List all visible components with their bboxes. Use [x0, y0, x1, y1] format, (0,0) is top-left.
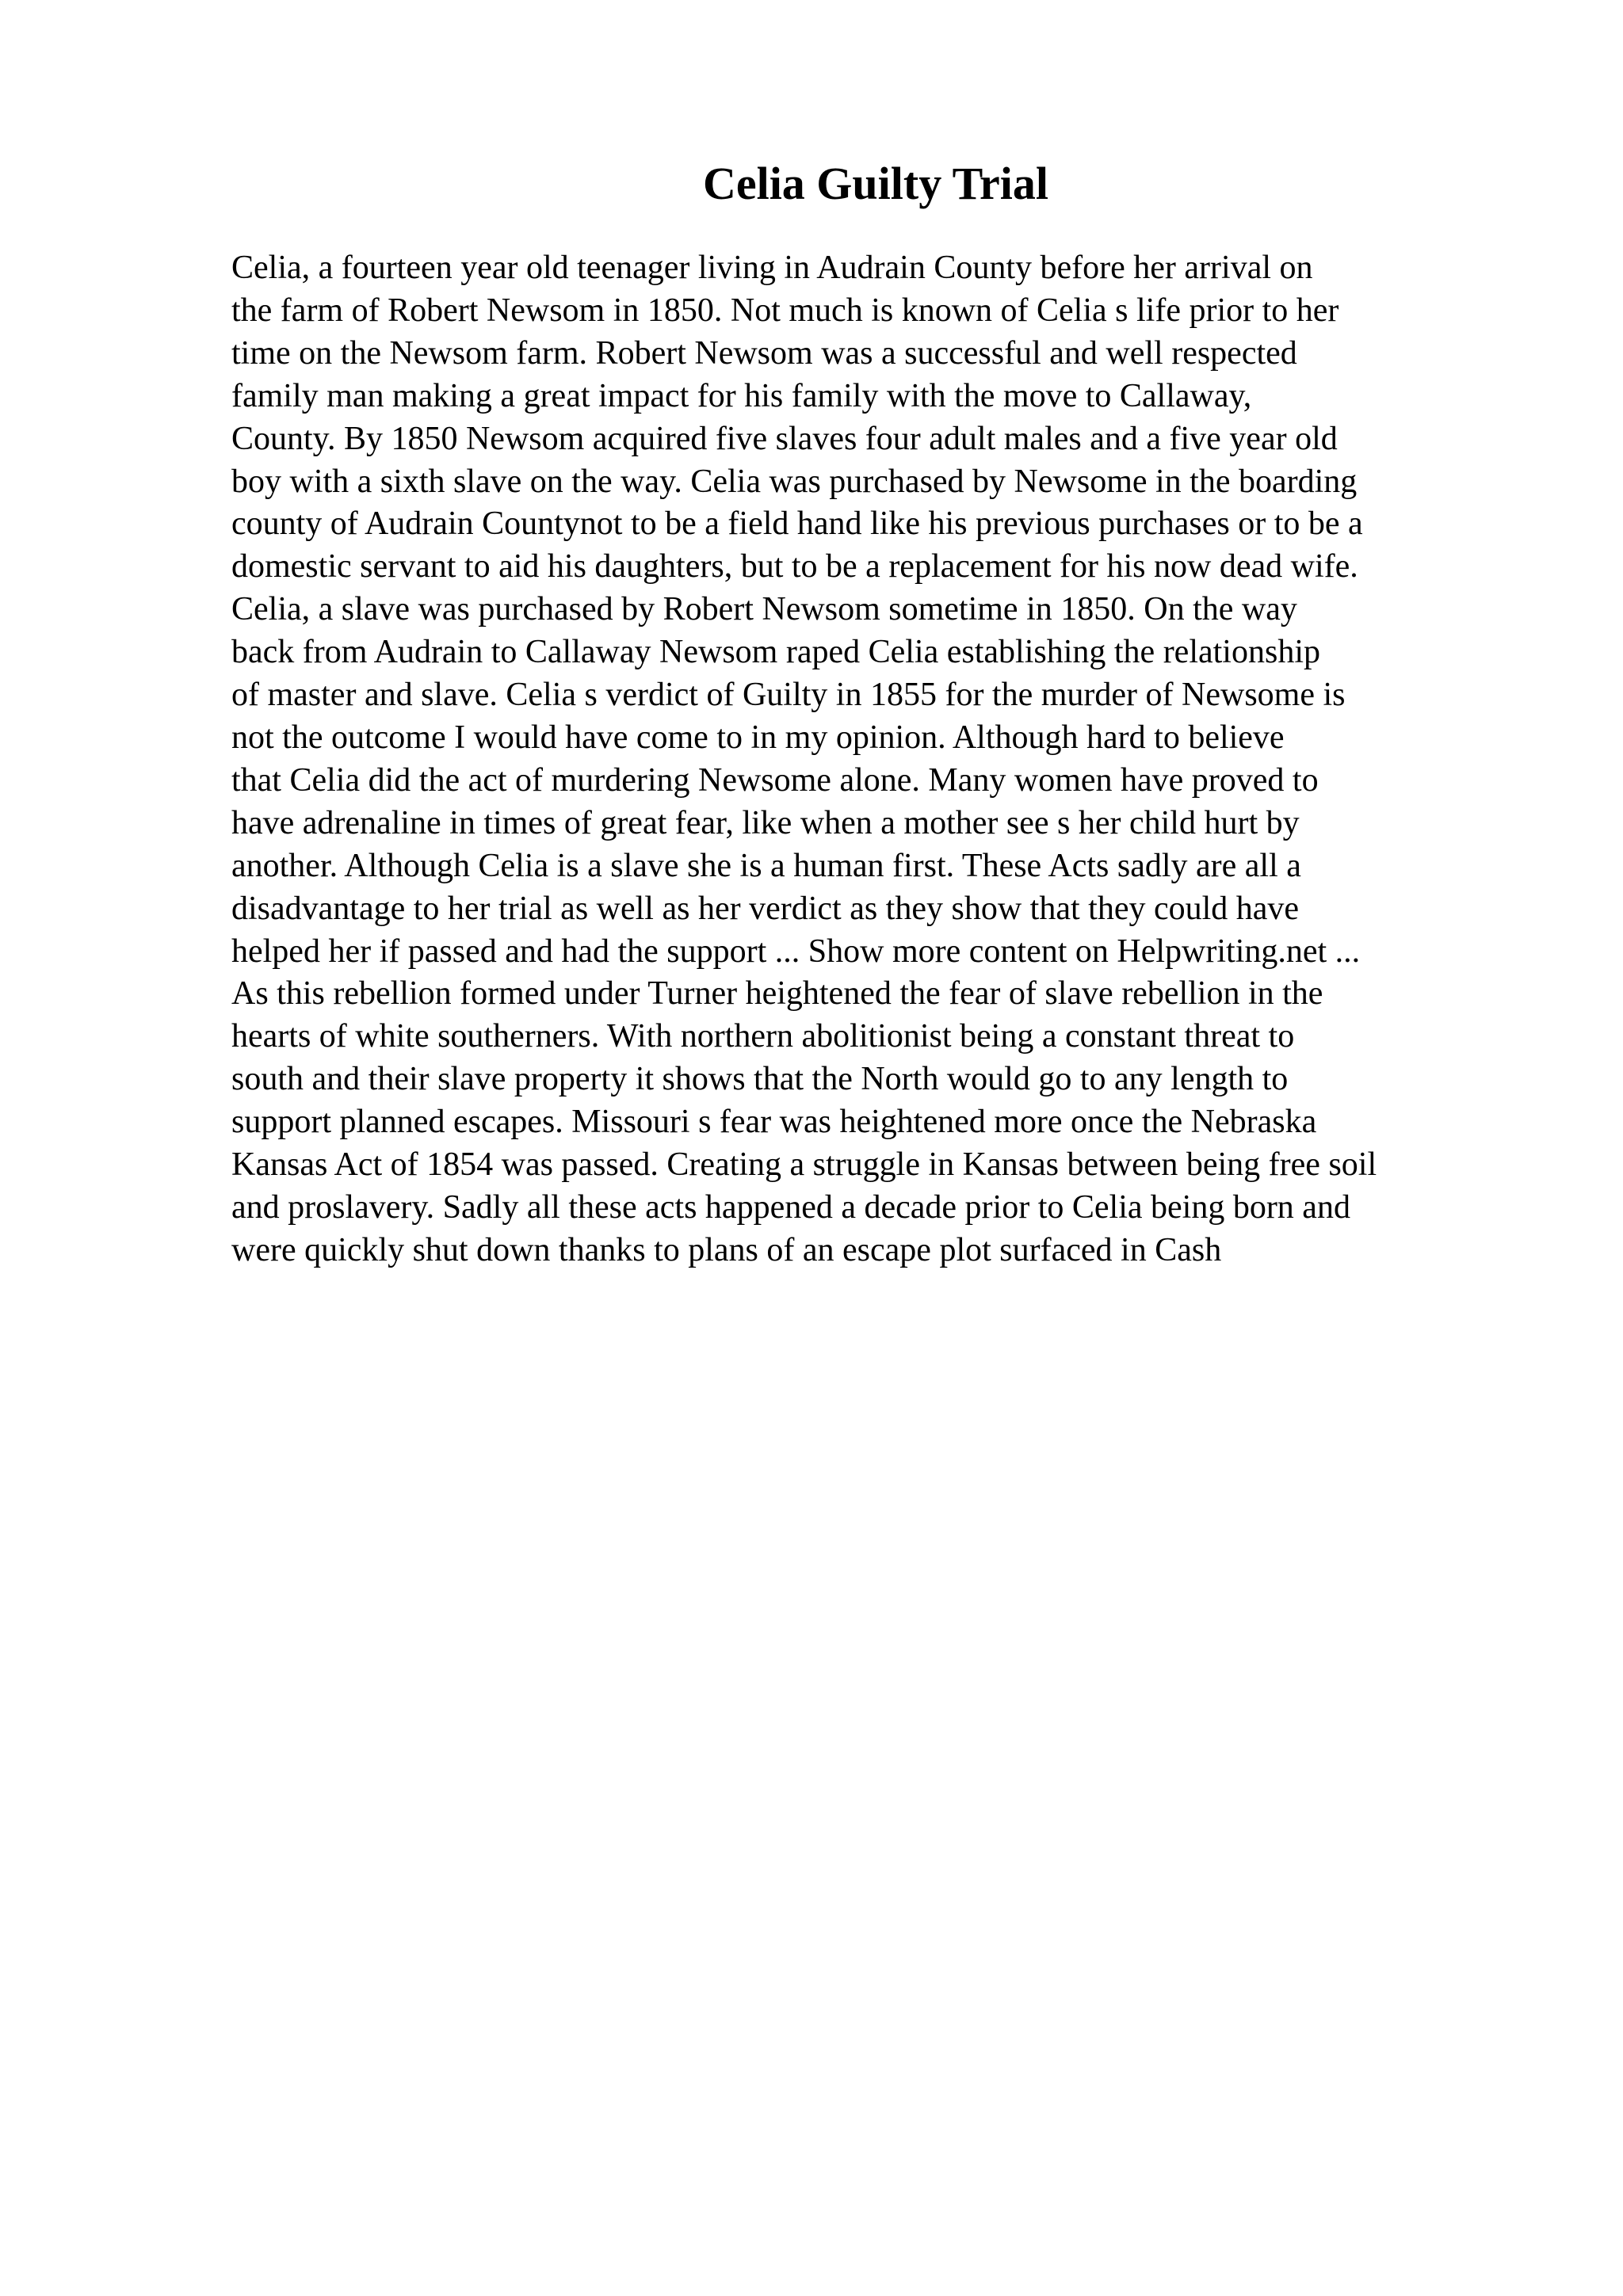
body-line: support planned escapes. Missouri s fear was heightened more once the Nebraska [231, 1104, 1317, 1141]
body-line: domestic servant to aid his daughters, but to be a replacement for his now dead wife. [231, 548, 1358, 585]
body-line: time on the Newsom farm. Robert Newsom was a successful and well respected [231, 334, 1297, 372]
body-line: and proslavery. Sadly all these acts happened a decade prior to Celia being born and [231, 1188, 1350, 1226]
body-line: south and their slave property it shows that the North would go to any length to [231, 1061, 1289, 1098]
page-title: Celia Guilty Trial [702, 158, 1049, 209]
body-line: boy with a sixth slave on the way. Celia was purchased by Newsome in the boarding [231, 463, 1358, 500]
body-line: county of Audrain Countynot to be a field hand like his previous purchases or to be a [231, 505, 1363, 543]
body-line: As this rebellion formed under Turner heightened the fear of slave rebellion in the [231, 975, 1323, 1013]
body-text [231, 247, 1539, 1272]
body-line: disadvantage to her trial as well as her verdict as they show that they could have [231, 890, 1300, 927]
body-line: County. By 1850 Newsom acquired five slaves four adult males and a five year old [231, 420, 1338, 457]
body-line: the farm of Robert Newsom in 1850. Not much is known of Celia s life prior to her [231, 292, 1339, 329]
body-line: another. Although Celia is a slave she is a human first. These Acts sadly are all a [231, 847, 1301, 884]
body-line: that Celia did the act of murdering Newsome alone. Many women have proved to [231, 761, 1319, 799]
body-line: Kansas Act of 1854 was passed. Creating a struggle in Kansas between being free soil [231, 1146, 1377, 1184]
body-line: of master and slave. Celia s verdict of Guilty in 1855 for the murder of Newsome is [231, 677, 1346, 714]
body-line: back from Audrain to Callaway Newsom raped Celia establishing the relationship [231, 634, 1320, 671]
body-line: Celia, a slave was purchased by Robert Newsom sometime in 1850. On the way [231, 591, 1297, 628]
body-line: hearts of white southerners. With northern abolitionist being a constant threat to [231, 1018, 1295, 1055]
body-line: not the outcome I would have come to in my opinion. Although hard to believe [231, 719, 1285, 756]
body-line: family man making a great impact for his family with the move to Callaway, [231, 377, 1252, 414]
body-line: have adrenaline in times of great fear, like when a mother see s her child hurt by [231, 804, 1300, 841]
body-line: Celia, a fourteen year old teenager living in Audrain County before her arrival on [231, 250, 1313, 286]
body-line: helped her if passed and had the support ... Show more content on Helpwriting.net ... [231, 933, 1361, 970]
body-line: were quickly shut down thanks to plans of an escape plot surfaced in Cash [231, 1231, 1222, 1268]
